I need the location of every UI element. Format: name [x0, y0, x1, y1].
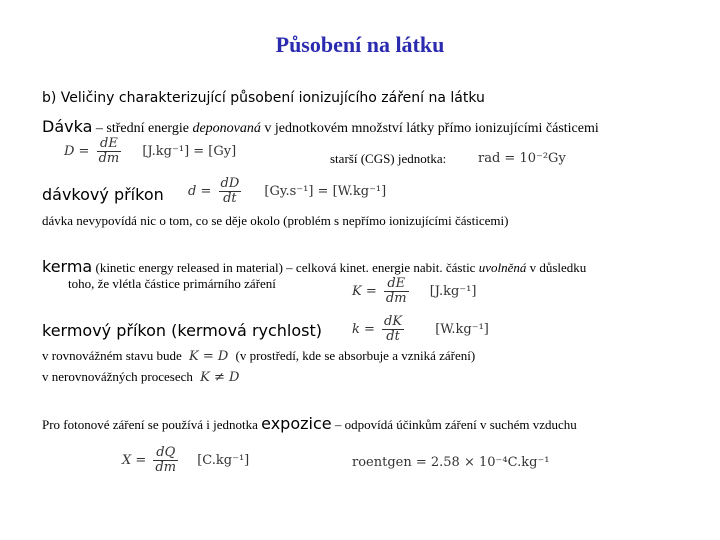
expozice-formula-lhs: X =	[122, 453, 147, 468]
expozice-formula-num: dQ	[153, 446, 178, 461]
kermovy-prikon-den: dt	[386, 329, 400, 344]
kermovy-prikon-lhs: k =	[352, 322, 375, 337]
davka-term: Dávka	[42, 117, 93, 136]
expozice-definition	[42, 414, 577, 433]
kermovy-prikon-num: dK	[384, 314, 403, 329]
kerma-formula-lhs: K =	[352, 284, 377, 299]
davkovy-prikon-lhs: d =	[188, 184, 212, 199]
davkovy-prikon-fraction	[219, 177, 242, 206]
equilibrium-line1-b: (v prostředí, kde se absorbuje a vzniká záření)	[235, 348, 476, 363]
kermovy-prikon-units: [W.kg⁻¹]	[435, 322, 489, 337]
kerma-definition	[42, 257, 586, 276]
expozice-formula	[122, 446, 249, 475]
kerma-formula-num: dE	[384, 277, 409, 292]
equilibrium-line2-a: v nerovnovážných procesech	[42, 369, 193, 384]
kermovy-prikon-fraction	[382, 315, 404, 344]
kermovy-prikon-formula	[352, 315, 489, 344]
old-unit-formula: rad = 10⁻²Gy	[478, 151, 566, 166]
davkovy-prikon-num: dD	[220, 176, 240, 191]
expozice-text-a: Pro fotonové záření se používá i jednotka	[42, 417, 262, 432]
equilibrium-line1-formula: K = D	[188, 349, 229, 364]
kerma-text-a: (kinetic energy released in material) – celková kinet. energie nabit. částic	[92, 260, 479, 275]
section-heading: b) Veličiny charakterizující působení ionizujícího záření na látku	[42, 90, 485, 106]
equilibrium-line1-a: v rovnovážném stavu bude	[42, 348, 182, 363]
page-title: Působení na látku	[275, 32, 445, 57]
kerma-formula-den: dm	[385, 291, 407, 306]
davkovy-prikon-units: [Gy.s⁻¹] = [W.kg⁻¹]	[264, 184, 387, 199]
expozice-formula-units: [C.kg⁻¹]	[197, 453, 250, 468]
expozice-formula-fraction	[153, 446, 178, 475]
kerma-text-b: v důsledku	[526, 260, 587, 275]
kerma-formula	[352, 277, 476, 306]
davka-formula-num: dE	[97, 137, 122, 152]
equilibrium-line1	[42, 348, 475, 364]
kerma-formula-fraction	[384, 277, 409, 306]
davka-formula-units: [J.kg⁻¹] = [Gy]	[142, 144, 237, 159]
old-unit-label: starší (CGS) jednotka:	[330, 151, 447, 166]
davka-formula-fraction	[97, 137, 122, 166]
expozice-term: expozice	[261, 414, 332, 433]
roentgen-formula: roentgen = 2.58 × 10⁻⁴C.kg⁻¹	[352, 455, 550, 470]
davka-formula-lhs: D =	[64, 144, 90, 159]
kermovy-prikon-term: kermový příkon (kermová rychlost)	[42, 321, 323, 340]
davkovy-prikon-term: dávkový příkon	[42, 185, 164, 204]
expozice-text-b: – odpovídá účinkům záření v suchém vzduchu	[331, 417, 577, 432]
davka-text-b: v jednotkovém množství látky přímo ionizujícími částicemi	[260, 121, 599, 136]
kerma-line2: toho, že vlétla částice primárního záření	[68, 276, 276, 291]
kerma-text-em: uvolněná	[478, 260, 527, 275]
equilibrium-line2-formula: K ≠ D	[200, 370, 240, 385]
davkovy-prikon-den: dt	[223, 191, 237, 206]
davka-definition	[42, 117, 599, 137]
davka-text-em: deponovaná	[192, 121, 261, 136]
davka-text-a: – střední energie	[92, 121, 193, 136]
kerma-formula-units: [J.kg⁻¹]	[429, 284, 477, 299]
kerma-term: kerma	[42, 257, 93, 276]
equilibrium-line2	[42, 369, 239, 385]
davka-formula-den: dm	[98, 151, 120, 166]
davkovy-prikon-formula	[188, 177, 386, 206]
davka-formula	[64, 137, 236, 166]
expozice-formula-den: dm	[155, 460, 177, 475]
davka-note: dávka nevypovídá nic o tom, co se děje okolo (problém s nepřímo ionizujícími částicemi)	[42, 213, 509, 228]
